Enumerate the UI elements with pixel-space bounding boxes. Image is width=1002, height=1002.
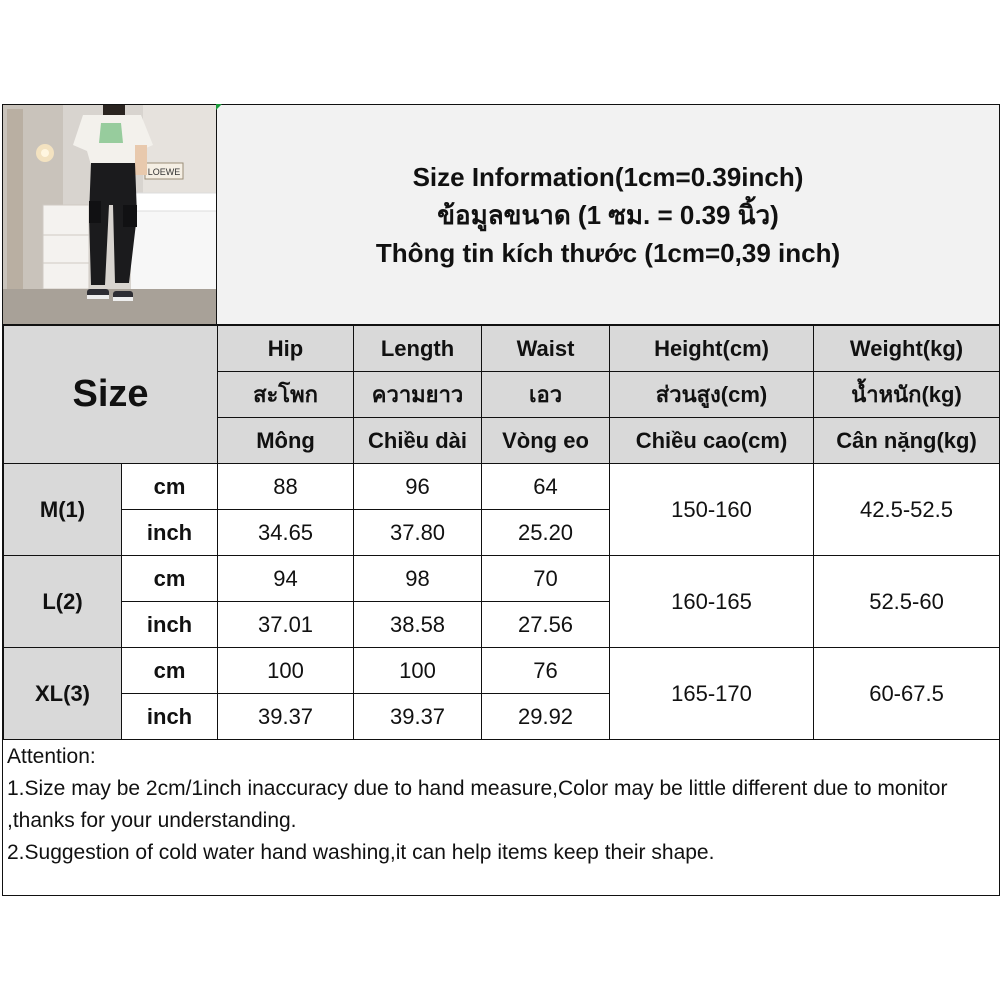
table-row — [4, 464, 1000, 510]
cell-waist-cm: 64 — [482, 464, 610, 510]
model-photo-illustration — [3, 105, 217, 325]
cell-weight: 60-67.5 — [814, 648, 1000, 740]
cell-height: 160-165 — [610, 556, 814, 648]
size-info-thai: ข้อมูลขนาด (1 ซม. = 0.39 นิ้ว) — [437, 199, 779, 230]
size-info-vietnamese: Thông tin kích thước (1cm=0,39 inch) — [375, 237, 841, 268]
header-row-english — [4, 326, 1000, 372]
col-weight: Weight(kg) — [814, 326, 1000, 372]
col-hip-vi: Mông — [218, 418, 354, 464]
cell-waist-inch: 25.20 — [482, 510, 610, 556]
col-length-vi: Chiều dài — [354, 418, 482, 464]
cell-hip-cm: 100 — [218, 648, 354, 694]
cell-hip-inch: 37.01 — [218, 602, 354, 648]
unit-cm: cm — [122, 648, 218, 694]
col-length: Length — [354, 326, 482, 372]
col-hip-thai: สะโพก — [218, 372, 354, 418]
size-label-xl: XL(3) — [4, 648, 122, 740]
cell-length-cm: 96 — [354, 464, 482, 510]
notes-item-1: 1.Size may be 2cm/1inch inaccuracy due to hand measure,Color may be little different due to monitor ,thanks for your understanding. — [7, 777, 948, 832]
cell-waist-cm: 70 — [482, 556, 610, 602]
cell-hip-cm: 94 — [218, 556, 354, 602]
unit-inch: inch — [122, 510, 218, 556]
col-height-thai: ส่วนสูง(cm) — [610, 372, 814, 418]
col-height: Height(cm) — [610, 326, 814, 372]
cell-hip-inch: 34.65 — [218, 510, 354, 556]
photo-sign-text: LOEWE — [147, 167, 181, 177]
col-weight-thai: น้ำหนัก(kg) — [814, 372, 1000, 418]
cell-waist-inch: 27.56 — [482, 602, 610, 648]
size-label-m: M(1) — [4, 464, 122, 556]
cell-length-cm: 98 — [354, 556, 482, 602]
cell-weight: 52.5-60 — [814, 556, 1000, 648]
col-waist: Waist — [482, 326, 610, 372]
col-waist-thai: เอว — [482, 372, 610, 418]
cell-length-cm: 100 — [354, 648, 482, 694]
size-chart — [2, 104, 1000, 896]
size-header: Size — [4, 326, 218, 464]
cell-hip-cm: 88 — [218, 464, 354, 510]
cell-height: 150-160 — [610, 464, 814, 556]
col-length-thai: ความยาว — [354, 372, 482, 418]
size-label-l: L(2) — [4, 556, 122, 648]
attention-notes — [3, 739, 999, 895]
cell-length-inch: 37.80 — [354, 510, 482, 556]
col-waist-vi: Vòng eo — [482, 418, 610, 464]
cell-weight: 42.5-52.5 — [814, 464, 1000, 556]
size-info-english: Size Information(1cm=0.39inch) — [412, 161, 804, 192]
size-information-header — [217, 105, 999, 325]
cell-length-inch: 39.37 — [354, 694, 482, 740]
unit-cm: cm — [122, 464, 218, 510]
cell-waist-cm: 76 — [482, 648, 610, 694]
cell-height: 165-170 — [610, 648, 814, 740]
product-photo — [3, 105, 217, 325]
col-hip: Hip — [218, 326, 354, 372]
notes-title: Attention: — [7, 745, 96, 768]
cell-hip-inch: 39.37 — [218, 694, 354, 740]
cell-length-inch: 38.58 — [354, 602, 482, 648]
table-row — [4, 556, 1000, 602]
col-weight-vi: Cân nặng(kg) — [814, 418, 1000, 464]
corner-marker-icon — [216, 104, 222, 110]
unit-cm: cm — [122, 556, 218, 602]
notes-item-2: 2.Suggestion of cold water hand washing,it can help items keep their shape. — [7, 841, 715, 864]
cell-waist-inch: 29.92 — [482, 694, 610, 740]
table-row — [4, 648, 1000, 694]
col-height-vi: Chiều cao(cm) — [610, 418, 814, 464]
size-table — [3, 325, 1000, 740]
unit-inch: inch — [122, 602, 218, 648]
unit-inch: inch — [122, 694, 218, 740]
